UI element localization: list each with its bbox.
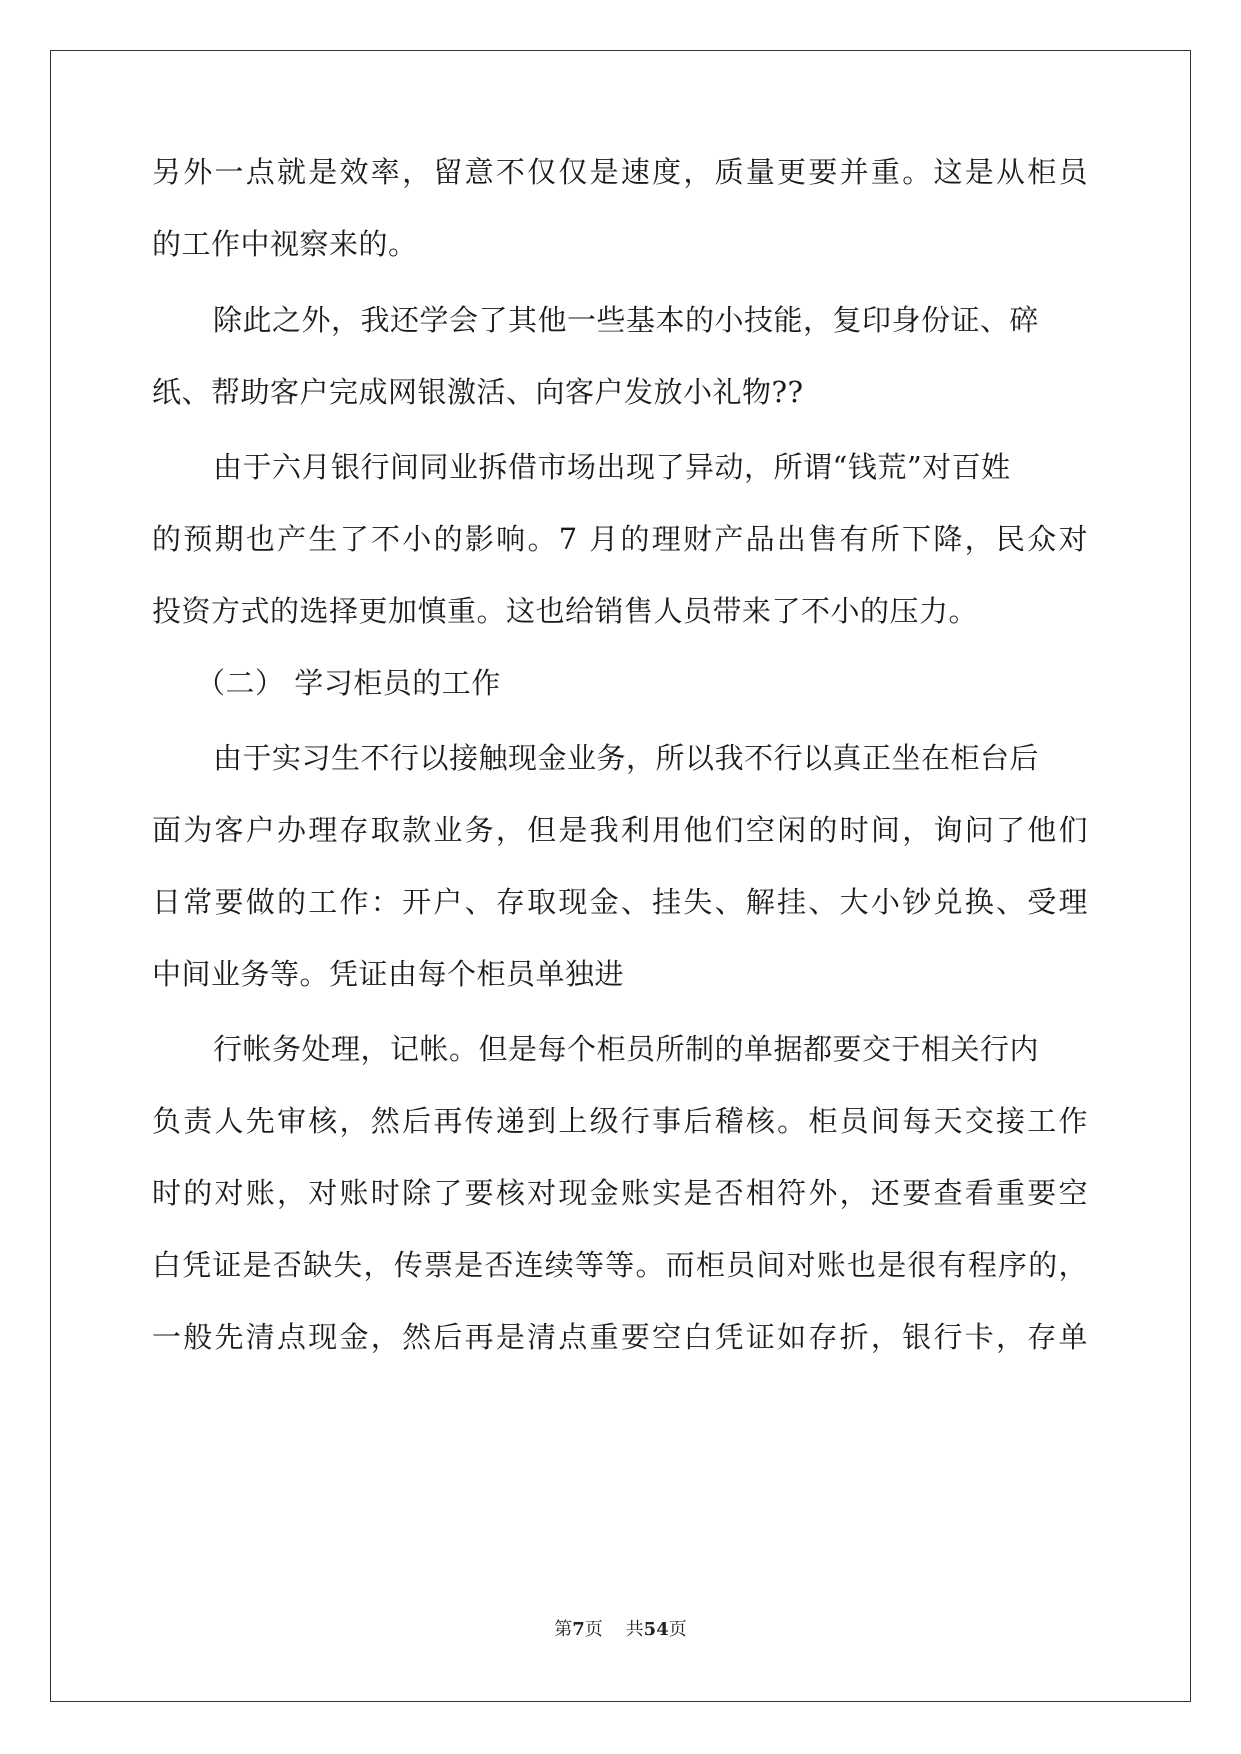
page-footer xyxy=(0,1618,1241,1642)
text-line: 投资方式的选择更加慎重。这也给销售人员带来了不小的压力。 xyxy=(152,594,979,628)
page-number: 7 xyxy=(572,1619,585,1640)
total-pages: 54 xyxy=(643,1619,669,1640)
text-line: 白凭证是否缺失，传票是否连续等等。而柜员间对账也是很有程序的， xyxy=(152,1248,1088,1282)
text-line: 的工作中视察来的。 xyxy=(152,227,418,261)
paragraph-start-line: 行帐务处理，记帐。但是每个柜员所制的单据都要交于相关行内 xyxy=(213,1032,1040,1066)
text-line: 负责人先审核，然后再传递到上级行事后稽核。柜员间每天交接工作 xyxy=(152,1104,1088,1138)
text-line: 一般先清点现金，然后再是清点重要空白凭证如存折，银行卡，存单 xyxy=(152,1320,1088,1354)
paragraph-start-line: 除此之外，我还学会了其他一些基本的小技能，复印身份证、碎 xyxy=(213,303,1040,337)
text-line: 另外一点就是效率，留意不仅仅是速度，质量更要并重。这是从柜员 xyxy=(152,155,1088,189)
paragraph-start-line: 由于六月银行间同业拆借市场出现了异动，所谓“钱荒”对百姓 xyxy=(213,450,1011,484)
footer-total-suffix: 页 xyxy=(668,1619,687,1640)
text-line: 纸、帮助客户完成网银激活、向客户发放小礼物?? xyxy=(152,375,804,409)
text-line: 中间业务等。凭证由每个柜员单独进 xyxy=(152,957,625,991)
footer-page-suffix: 页 xyxy=(584,1619,603,1640)
page-border xyxy=(50,50,1191,1702)
section-heading: （二） 学习柜员的工作 xyxy=(196,666,501,700)
text-line: 的预期也产生了不小的影响。7 月的理财产品出售有所下降，民众对 xyxy=(152,522,1088,556)
text-line: 面为客户办理存取款业务，但是我利用他们空闲的时间，询问了他们 xyxy=(152,813,1088,847)
footer-prefix: 第 xyxy=(554,1619,573,1640)
text-line: 日常要做的工作：开户、存取现金、挂失、解挂、大小钞兑换、受理 xyxy=(152,885,1088,919)
footer-total-prefix: 共 xyxy=(625,1619,644,1640)
text-line: 时的对账，对账时除了要核对现金账实是否相符外，还要查看重要空 xyxy=(152,1176,1088,1210)
paragraph-start-line: 由于实习生不行以接触现金业务，所以我不行以真正坐在柜台后 xyxy=(213,741,1040,775)
